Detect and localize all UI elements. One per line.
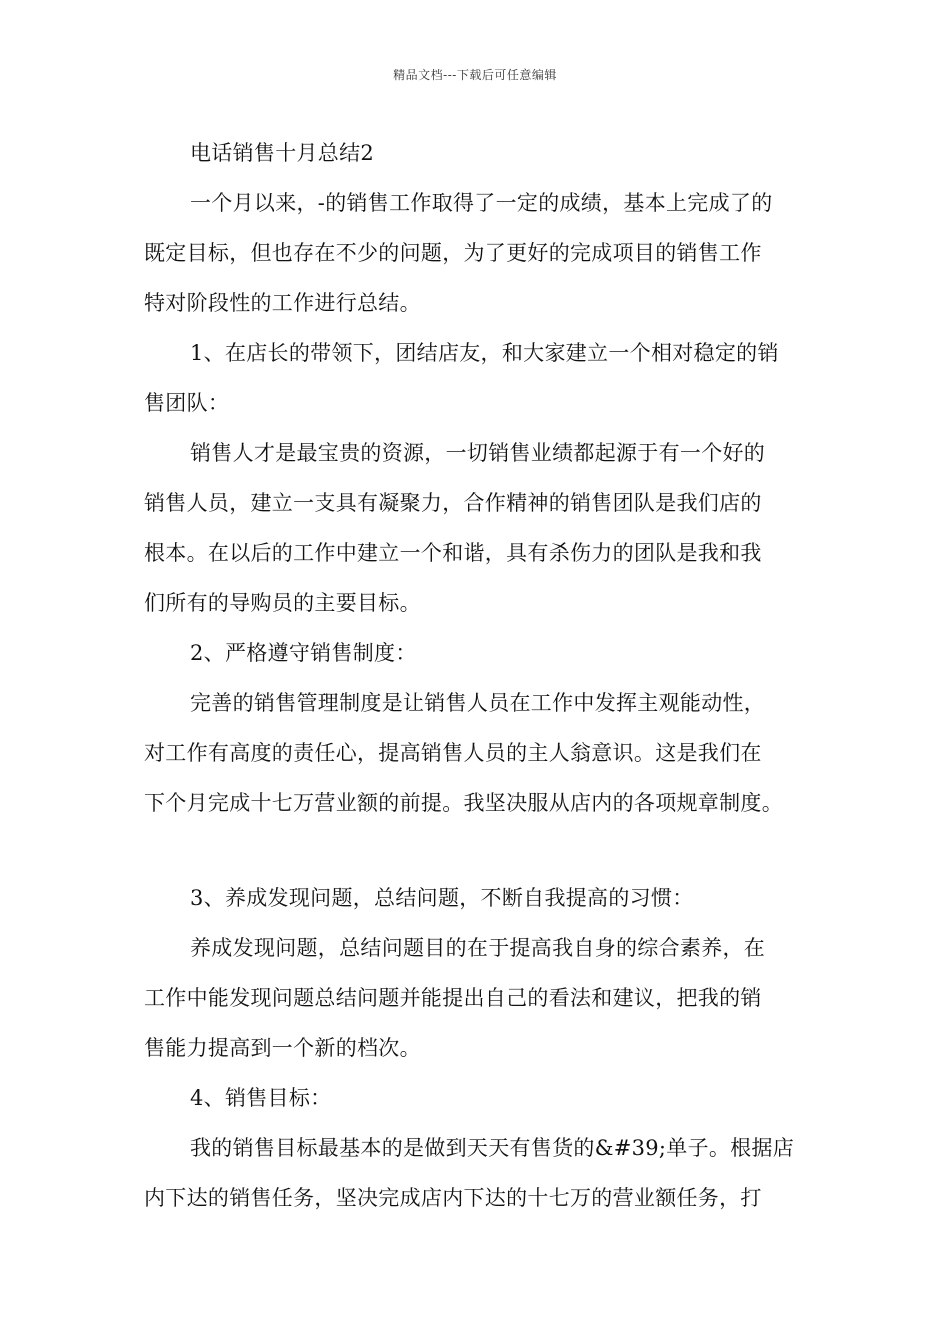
section-heading: 售团队：: [144, 391, 230, 415]
paragraph-line: 养成发现问题，总结问题目的在于提高我自身的综合素养，在: [190, 936, 766, 960]
paragraph-line: 工作中能发现问题总结问题并能提出自己的看法和建议，把我的销: [144, 986, 762, 1010]
paragraph-line: 我的销售目标最基本的是做到天天有售货的&#39;单子。根据店: [190, 1136, 795, 1160]
paragraph-line: 特对阶段性的工作进行总结。: [144, 291, 421, 315]
paragraph-line: 对工作有高度的责任心，提高销售人员的主人翁意识。这是我们在: [144, 741, 762, 765]
document-body: [144, 133, 824, 1228]
paragraph-line: 销售人员，建立一支具有凝聚力，合作精神的销售团队是我们店的: [144, 491, 762, 515]
paragraph-line: 根本。在以后的工作中建立一个和谐，具有杀伤力的团队是我和我: [144, 541, 762, 565]
section-heading: 2、严格遵守销售制度：: [190, 641, 417, 665]
page-header: 精品文档---下载后可任意编辑: [393, 68, 557, 82]
paragraph-line: 完善的销售管理制度是让销售人员在工作中发挥主观能动性，: [190, 691, 766, 715]
paragraph-line: 一个月以来，-的销售工作取得了一定的成绩，基本上完成了的: [190, 191, 773, 215]
blank-spacer: [144, 833, 824, 878]
paragraph-line: 下个月完成十七万营业额的前提。我坚决服从店内的各项规章制度。: [144, 791, 783, 815]
section-heading: 4、销售目标：: [190, 1086, 332, 1110]
paragraph-line: 销售人才是最宝贵的资源，一切销售业绩都起源于有一个好的: [190, 441, 766, 465]
paragraph-line: 售能力提高到一个新的档次。: [144, 1036, 421, 1060]
paragraph-line: 既定目标，但也存在不少的问题，为了更好的完成项目的销售工作: [144, 241, 762, 265]
document-title: 电话销售十月总结2: [190, 141, 375, 165]
paragraph-line: 内下达的销售任务，坚决完成店内下达的十七万的营业额任务，打: [144, 1186, 762, 1210]
paragraph-line: 们所有的导购员的主要目标。: [144, 591, 421, 615]
section-heading: 1、在店长的带领下，团结店友，和大家建立一个相对稳定的销: [190, 341, 779, 365]
section-heading: 3、养成发现问题，总结问题，不断自我提高的习惯：: [190, 886, 694, 910]
